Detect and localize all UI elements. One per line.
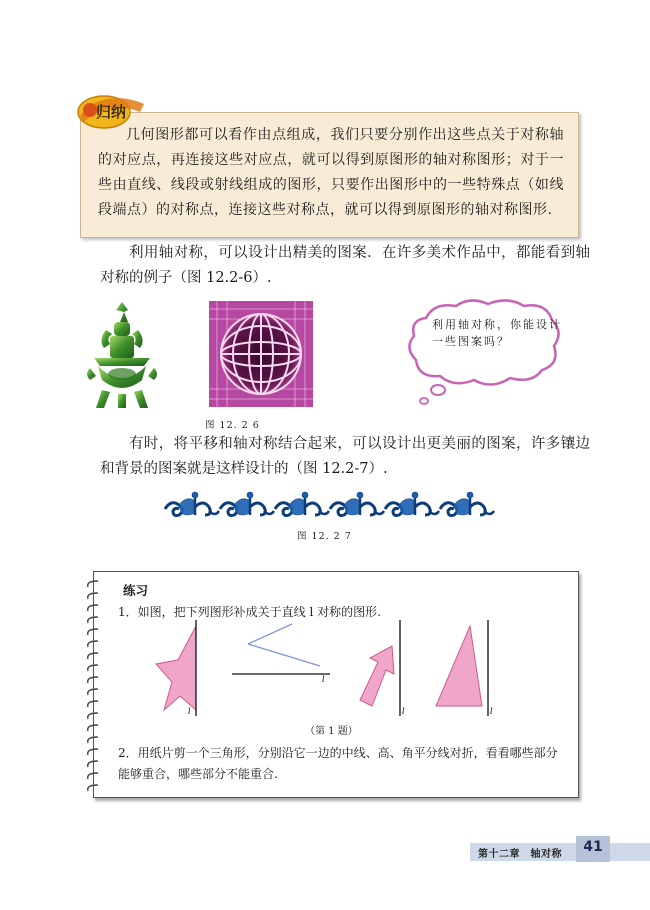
triangle-figure bbox=[436, 620, 493, 716]
exercise-q1-text: 1．如图，把下列图形补成关于直线 l 对称的图形. bbox=[118, 605, 381, 619]
axis-label-3: l bbox=[402, 707, 405, 716]
grid-sphere-image bbox=[209, 301, 313, 407]
summary-text: 几何图形都可以看作由点组成，我们只要分别作出这些点关于对称轴的对应点，再连接这些对应点，就可以得到原图形的轴对称图形；对于一些由直线、线段或射线组成的图形，只要作出图形中的一些特殊点（如线段端点）的对称点，连接这些对称点，就可以得到原图形的轴对称图形. bbox=[98, 127, 564, 218]
exercise-q2-text: 2．用纸片剪一个三角形，分别沿它一边的中线、高、角平分线对折，看看哪些部分能够重合，哪些部分不能重合. bbox=[118, 746, 558, 781]
exercise-title: 练习 bbox=[123, 583, 149, 598]
angle-figure bbox=[232, 624, 330, 684]
border-motif-row bbox=[165, 492, 494, 516]
summary-badge-label: 归纳 bbox=[96, 103, 127, 121]
spiral-binding bbox=[84, 575, 102, 795]
thought-bubble-text: 利用轴对称，你能设计一些图案吗？ bbox=[432, 318, 562, 348]
page-number: 41 bbox=[583, 839, 603, 855]
figure-12-2-7-caption: 图 12. 2 7 bbox=[297, 531, 352, 542]
thought-bubble bbox=[404, 298, 564, 408]
axis-label-4: l bbox=[490, 707, 493, 716]
axis-label-1: l bbox=[188, 707, 191, 716]
arrow-figure bbox=[360, 620, 405, 716]
footer-chapter-title: 第十二章 轴对称 bbox=[478, 849, 562, 860]
figure-12-2-6-caption: 图 12. 2 6 bbox=[205, 420, 260, 431]
axis-label-2: l bbox=[322, 675, 325, 684]
half-star-figure bbox=[156, 620, 196, 716]
exercise-q1-caption: （第 1 题） bbox=[305, 726, 358, 737]
paragraph-translation: 有时，将平移和轴对称结合起来，可以设计出更美丽的图案，许多镶边和背景的图案就是这样设计的（图 12.2-7）. bbox=[100, 436, 590, 477]
decorative-border-pattern bbox=[163, 483, 495, 523]
paragraph-intro: 利用轴对称，可以设计出精美的图案．在许多美术作品中，都能看到轴对称的例子（图 12.2-6）. bbox=[100, 245, 590, 286]
exercise-q1-figures bbox=[150, 618, 510, 718]
jade-vessel-image bbox=[84, 300, 160, 412]
